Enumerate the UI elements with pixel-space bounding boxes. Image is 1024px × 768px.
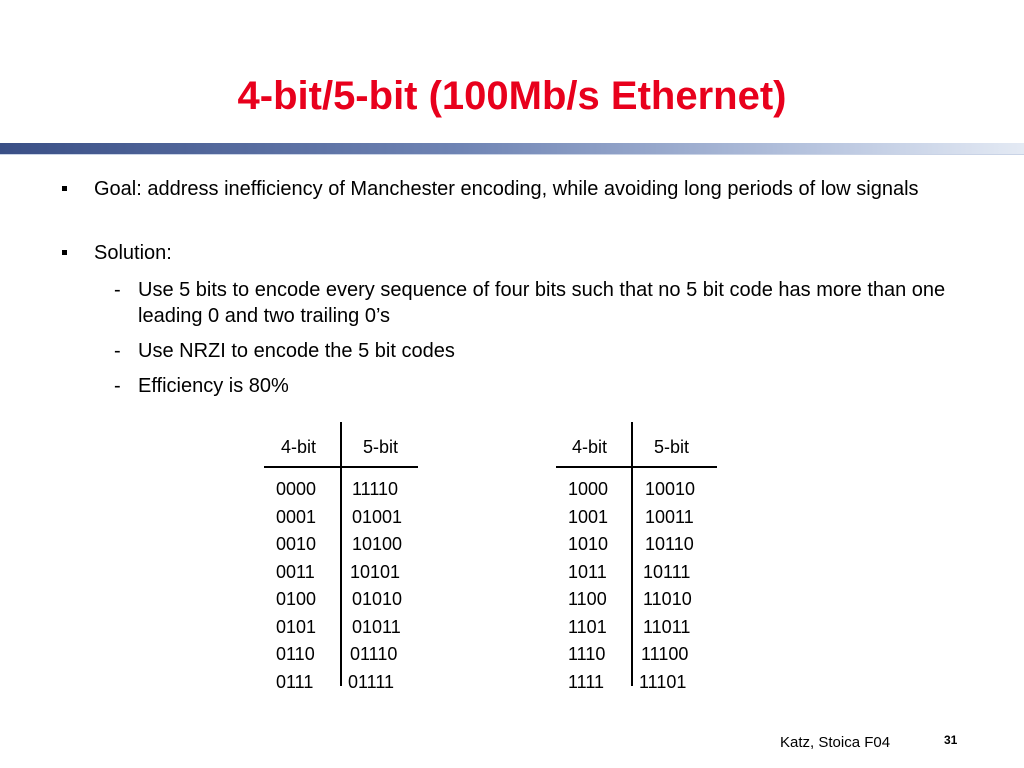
table-header-5bit: 5-bit	[654, 437, 690, 457]
table-cell: 0000	[276, 479, 317, 499]
bullet-text: Goal: address inefficiency of Manchester encoding, while avoiding long periods of low signals	[94, 178, 919, 200]
bullet-item-goal	[94, 176, 954, 203]
table-cell: 01110	[350, 644, 398, 664]
table-header-4bit: 4-bit	[281, 437, 317, 457]
table-cell: 1000	[568, 479, 609, 499]
sub-bullet-text: Use 5 bits to encode every sequence of four bits such that no 5 bit code has more than one leading 0 and two trailing 0’s	[138, 279, 946, 327]
table-cell: 1110	[568, 644, 606, 664]
table-cell: 0101	[276, 616, 317, 637]
sub-bullet-item	[114, 277, 978, 329]
table-cell: 10111	[643, 561, 691, 582]
table-cell: 10110	[645, 534, 694, 554]
table-cell: 11110	[352, 479, 399, 499]
dash-bullet-icon: -	[114, 340, 121, 362]
table-header-5bit: 5-bit	[363, 437, 399, 457]
square-bullet-icon	[62, 250, 67, 255]
table-cell: 1010	[568, 534, 609, 554]
sub-bullet-item	[114, 373, 978, 399]
page-number: 31	[944, 733, 958, 747]
encoding-table-right	[556, 434, 726, 694]
table-cell: 0100	[276, 589, 317, 609]
table-cell: 11011	[643, 616, 691, 637]
sub-bullet-item	[114, 338, 978, 364]
title-underline-bar	[0, 143, 1024, 154]
table-cell: 10011	[645, 506, 694, 527]
table-cell: 11100	[641, 644, 689, 664]
table-divider-horizontal	[264, 466, 418, 468]
table-cell: 10101	[350, 561, 401, 582]
dash-bullet-icon: -	[114, 375, 121, 397]
table-cell: 1101	[568, 616, 607, 637]
table-cell: 1100	[568, 589, 607, 609]
table-cell: 11010	[643, 589, 692, 609]
title-underline-rule	[0, 154, 1024, 155]
sub-bullet-text: Use NRZI to encode the 5 bit codes	[138, 340, 455, 362]
table-cell: 01001	[352, 506, 403, 527]
slide-footer: Katz, Stoica F04	[780, 734, 891, 751]
encoding-table-left	[264, 434, 424, 694]
table-cell: 0011	[276, 561, 315, 582]
table-cell: 0110	[276, 644, 315, 664]
table-cell: 10100	[352, 534, 403, 554]
bullet-text: Solution:	[94, 242, 172, 264]
table-header-4bit: 4-bit	[572, 437, 608, 457]
table-divider-horizontal	[556, 466, 717, 468]
table-cell: 01111	[348, 671, 395, 692]
bullet-item-solution	[94, 240, 954, 267]
table-cell: 1001	[568, 506, 609, 527]
table-cell: 01011	[352, 616, 401, 637]
slide-title: 4-bit/5-bit (100Mb/s Ethernet)	[237, 74, 787, 118]
square-bullet-icon	[62, 186, 67, 191]
sub-bullet-text: Efficiency is 80%	[138, 375, 289, 397]
dash-bullet-icon: -	[114, 279, 121, 301]
table-divider-vertical	[631, 422, 633, 686]
table-cell: 10010	[645, 479, 696, 499]
table-cell: 1011	[568, 561, 607, 582]
table-divider-vertical	[340, 422, 342, 686]
table-cell: 0010	[276, 534, 317, 554]
table-cell: 0001	[276, 506, 317, 527]
table-cell: 11101	[639, 671, 687, 692]
table-cell: 01010	[352, 589, 403, 609]
table-cell: 1111	[568, 671, 605, 692]
table-cell: 0111	[276, 671, 314, 692]
